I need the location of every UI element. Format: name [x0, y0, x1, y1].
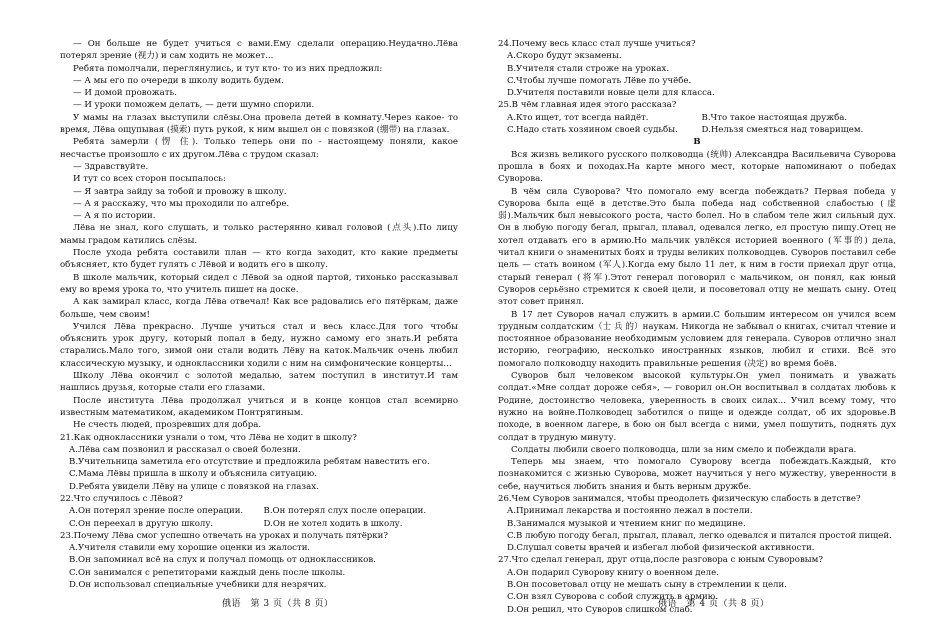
- page-4-footer: 俄语 第 4 页（共 8 页）: [658, 599, 770, 609]
- q21-option-d[interactable]: D.Ребята увидели Лёву на улице с повязкой на глазах.: [69, 481, 319, 492]
- story-paragraph: — И уроки поможем делать, — дети шумно спорили.: [73, 100, 315, 111]
- q21-option-a[interactable]: A.Лёва сам позвонил и рассказал о своей болезни.: [69, 444, 301, 455]
- q27-option-a[interactable]: A.Он подарил Суворову книгу о военном деле.: [507, 567, 719, 578]
- q25-option-a[interactable]: A.Кто ищет, тот всегда найдёт.: [507, 112, 649, 123]
- q27-option-b[interactable]: B.Он посоветовал отцу не мешать сыну в стремлении к цели.: [507, 580, 787, 591]
- question-24: 24.Почему весь класс стал лучше учиться?: [498, 39, 696, 49]
- q26-option-c[interactable]: C.В любую погоду бегал, прыгал, плавал, легко одевался и питался простой пищей.: [507, 530, 892, 541]
- story-paragraph: После института Лёва продолжал учиться и в конце концов стал всемирно известным математиком, академиком Понтрягиным.: [60, 395, 458, 418]
- story-paragraph: И тут со всех сторон посыпалось:: [73, 174, 226, 185]
- q22-option-a[interactable]: A.Он потерял зрение после операции.: [69, 506, 244, 517]
- q22-option-d[interactable]: D.Он не хотел ходить в школу.: [263, 518, 403, 529]
- q24-option-c[interactable]: C.Чтобы лучше помогать Лёве по учёбе.: [507, 75, 692, 86]
- q25-options-row-2: [498, 124, 896, 136]
- page-3-column: [60, 38, 458, 591]
- q25-option-c[interactable]: C.Надо стать хозяином своей судьбы.: [507, 125, 678, 136]
- q23-option-d[interactable]: D.Он использовал специальные учебники для незрячих.: [69, 580, 327, 591]
- q26-option-d[interactable]: D.Слушал советы врачей и избегал любой физической активности.: [507, 543, 815, 554]
- text-b-paragraph: В 17 лет Суворов начал служить в армии.С большим интересом он учился всем трудным солдатским（士 兵 的）наукам. Никогда не забывал о книгах, считал чтение и постоянное образование необходимым условием для генерала. Суворов отлично знал историю, географию, несколько иностранных языков, любил и стихи. Всё это помогало полководцу находить правильные решения (决定) во время боёв.: [498, 309, 896, 369]
- q23-option-c[interactable]: C.Он занимался с репетиторами каждый день после школы.: [69, 567, 346, 578]
- story-paragraph: У мамы на глазах выступили слёзы.Она провела детей в комнату.Через какое- то время, Лёва ощупывая (摸索) путь рукой, к ним вышел он с повязкой (绷带) на глазах.: [60, 112, 458, 136]
- q26-option-a[interactable]: A.Принимал лекарства и постоянно лежал в постели.: [507, 506, 753, 517]
- q22-option-c[interactable]: C.Он переехал в другую школу.: [69, 518, 214, 529]
- question-27: 27.Что сделал генерал, друг отца,после разговора с юным Суворовым?: [498, 555, 823, 566]
- section-b-heading: B: [693, 137, 701, 148]
- q21-option-c[interactable]: C.Мама Лёвы пришла в школу и объяснила ситуацию.: [69, 469, 317, 480]
- text-b-paragraph: В чём сила Суворова? Что помогало ему всегда побеждать? Первая победа у Суворова была ещё в детстве.Это была победа над собственной слабостью (虚弱).Мальчик был невысокого роста, часто болел. Но в слабом теле жил сильный дух. Он в любую погоду бегал, прыгал, плавал, одевался легко, ел простую пищу.Отец не хотел отдавать его в армию.Но мальчик увлёкся историей военного (军事的) дела, читал книги о знаменитых боях и труды великих полководцев. Суворов поставил себе цель — стать воином (军人).Когда ему было 11 лет, к ним в гости приехал друг отца, старый генерал (将军).Этот генерал поговорил с мальчиком, он понял, как юный Суворов серьёзно стремится к своей цели, и посоветовал отцу не мешать сыну. Отец этот совет принял.: [498, 186, 896, 308]
- story-paragraph: — А я расскажу, что мы проходили по алгебре.: [73, 198, 290, 209]
- question-25: 25.В чём главная идея этого рассказа?: [498, 100, 677, 111]
- q25-options-row-1: [498, 112, 896, 124]
- q25-option-d[interactable]: D.Нельзя смеяться над товарищем.: [701, 125, 864, 136]
- story-paragraph: — А я по истории.: [73, 211, 156, 222]
- page-3-footer: 俄语 第 3 页（共 8 页）: [222, 599, 334, 609]
- question-22: 22.Что случилось с Лёвой?: [60, 493, 183, 504]
- q22-options-row-1: [60, 505, 458, 517]
- q23-option-b[interactable]: B.Он запоминал всё на слух и получал помощь от одноклассников.: [69, 555, 376, 566]
- q26-option-b[interactable]: B.Занимался музыкой и чтением книг по медицине.: [507, 518, 746, 529]
- story-paragraph: В школе мальчик, который сидел с Лёвой за одной партой, тихонько рассказывал ему во время урока то, что учитель пишет на доске.: [60, 272, 458, 295]
- text-b-paragraph: Солдаты любили своего полководца, шли за ним смело и побеждали врага.: [511, 444, 857, 455]
- story-paragraph: — И домой провожать.: [73, 88, 177, 99]
- q21-option-b[interactable]: B.Учительница заметила его отсутствие и предложила ребятам навестить его.: [69, 457, 430, 468]
- text-b-paragraph: Теперь мы знаем, что помогало Суворову всегда побеждать.Каждый, кто познакомится с жизнью Суворова, может научиться у него мужеству, уверенности в себе, научиться любить знания и быть верным дружбе.: [498, 457, 896, 492]
- question-23: 23.Почему Лёва смог успешно отвечать на уроках и получать пятёрки?: [60, 530, 388, 541]
- story-paragraph: А как замирал класс, когда Лёва отвечал! Как все радовались его пятёркам, даже больше, чем своим!: [60, 297, 458, 320]
- text-b-paragraph: Вся жизнь великого русского полководца (统帅) Александра Васильевича Суворова прошла в боях и походах.На карте много мест, которые напоминают о победах Суворова.: [498, 149, 896, 185]
- story-paragraph: Ребята замерли (愣 住). Только теперь они по - настоящему поняли, какое несчастье произошло с их другом.Лёва с трудом сказал:: [60, 137, 458, 160]
- story-paragraph: — А мы его по очереди в школу водить будем.: [73, 75, 284, 86]
- q22-option-b[interactable]: B.Он потерял слух после операции.: [263, 506, 427, 517]
- question-21: 21.Как одноклассники узнали о том, что Лёва не ходит в школу?: [60, 432, 357, 443]
- q22-options-row-2: [60, 518, 458, 530]
- story-paragraph: Лёва не знал, кого слушать, и только растерянно кивал головой (点头).По лицу мамы градом катились слёзы.: [60, 223, 458, 246]
- question-26: 26.Чем Суворов занимался, чтобы преодолеть физическую слабость в детстве?: [498, 493, 861, 504]
- story-paragraph: — Я завтра зайду за тобой и провожу в школу.: [73, 186, 287, 197]
- story-paragraph: После ухода ребята составили план — кто когда заходит, кто какие предметы объясняет, кто будет гулять с Лёвой и водить его в школу.: [60, 248, 458, 271]
- q27-option-d[interactable]: D.Он решил, что Суворов слишком слаб.: [507, 604, 693, 615]
- story-paragraph: Учился Лёва прекрасно. Лучше учиться стал и весь класс.Для того чтобы объяснить урок другу, который попал в беду, нужно самому его знать.И ребята старались.Мало того, зимой они стали водить Лёву на каток.Мальчик очень любил классическую музыку, и одноклассники ходили с ним на симфонические концерты...: [60, 321, 458, 369]
- q24-option-b[interactable]: B.Учителя стали строже на уроках.: [507, 63, 670, 74]
- story-paragraph: Ребята помолчали, переглянулись, и тут кто- то из них предложил:: [73, 63, 383, 74]
- q23-option-a[interactable]: A.Учителя ставили ему хорошие оценки из жалости.: [69, 543, 311, 554]
- q25-option-b[interactable]: B.Что такое настоящая дружба.: [701, 112, 848, 123]
- text-b-paragraph: Суворов был человеком высокой культуры.Он умел понимать и уважать солдат.«Мне солдат дороже себя», — говорил он.Он воспитывал в солдатах любовь к Родине, достоинство человека, уверенность в своих силах... Учил всему тому, что нужно на войне.Полководец заботился о пище и одежде солдат, об их здоровье.В походе, в военном лагере, в бою он был всегда с ними, умел пошутить, поднять дух солдат в трудную минуту.: [498, 371, 896, 443]
- story-paragraph: Не счесть людей, прозревших для добра.: [73, 420, 262, 431]
- q27-option-c[interactable]: C.Он взял Суворова с собой служить в армию.: [507, 592, 718, 603]
- story-paragraph: — Он больше не будет учиться с вами.Ему сделали операцию.Неудачно.Лёва потерял зрение (视力) и сам ходить не может...: [60, 39, 458, 62]
- page-4-column: [498, 38, 896, 616]
- story-paragraph: Школу Лёва окончил с золотой медалью, затем поступил в институт.И там нашлись друзья, которые стали его глазами.: [60, 371, 458, 394]
- q24-option-d[interactable]: D.Учителя поставили новые цели для класса.: [507, 88, 715, 99]
- story-paragraph: — Здравствуйте.: [73, 161, 149, 172]
- q24-option-a[interactable]: A.Скоро будут экзамены.: [507, 51, 622, 62]
